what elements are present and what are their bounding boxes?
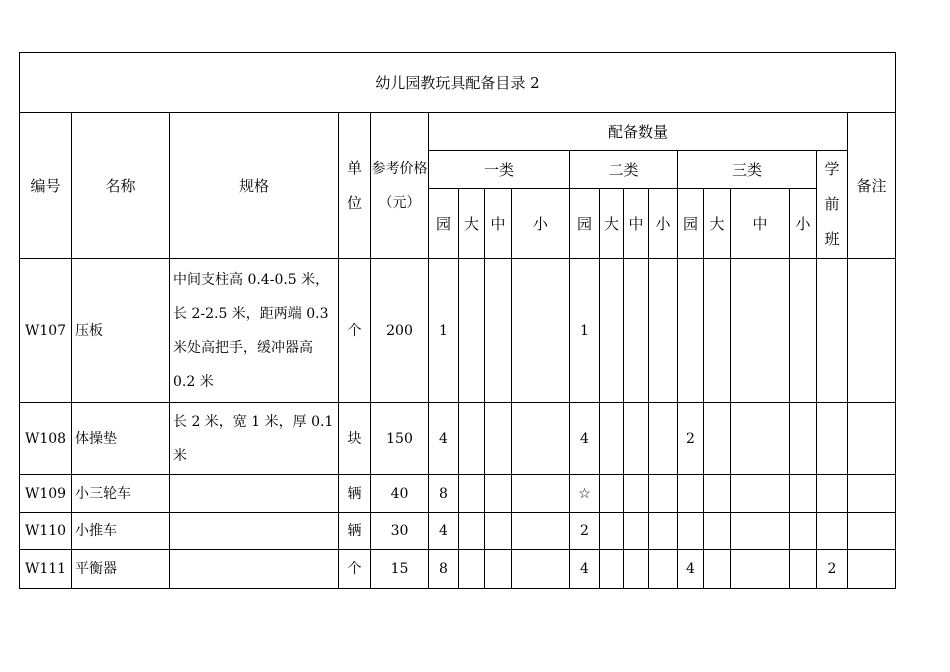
qty-class1-garden: 1 xyxy=(429,259,459,403)
qty-class1-small xyxy=(512,403,570,475)
qty-class1-large xyxy=(459,403,485,475)
qty-class2-middle xyxy=(624,259,649,403)
qty-class2-garden: 2 xyxy=(570,513,600,550)
cell-name: 小推车 xyxy=(72,513,170,550)
qty-class2-small xyxy=(649,513,678,550)
qty-class1-middle xyxy=(485,259,512,403)
qty-class3-small xyxy=(790,550,817,589)
cell-price: 200 xyxy=(371,259,429,403)
qty-class1-small xyxy=(512,475,570,513)
qty-class3-small xyxy=(790,513,817,550)
qty-class1-small xyxy=(512,259,570,403)
qty-class3-small xyxy=(790,475,817,513)
qty-class3-garden xyxy=(678,513,704,550)
cell-remark xyxy=(848,513,896,550)
qty-class2-large xyxy=(600,403,624,475)
qty-class3-middle xyxy=(731,513,790,550)
cell-code: W108 xyxy=(20,403,72,475)
cell-spec: 中间支柱高 0.4-0.5 米，长 2-2.5 米，距两端 0.3 米处高把手，缓冲器高 0.2 米 xyxy=(170,259,339,403)
cell-unit: 辆 xyxy=(339,513,371,550)
header-class1-small: 小 xyxy=(512,189,570,259)
qty-class2-large xyxy=(600,259,624,403)
qty-class3-large xyxy=(704,475,731,513)
qty-class2-large xyxy=(600,550,624,589)
qty-class3-small xyxy=(790,403,817,475)
header-class2-large: 大 xyxy=(600,189,624,259)
qty-preschool xyxy=(817,513,848,550)
qty-class1-middle xyxy=(485,513,512,550)
table-row xyxy=(20,475,896,513)
qty-class3-large xyxy=(704,259,731,403)
qty-class3-large xyxy=(704,513,731,550)
header-class2-small: 小 xyxy=(649,189,678,259)
qty-class3-garden xyxy=(678,475,704,513)
qty-class1-garden: 4 xyxy=(429,513,459,550)
qty-class1-middle xyxy=(485,475,512,513)
table-row xyxy=(20,259,896,403)
qty-class1-large xyxy=(459,259,485,403)
qty-class2-small xyxy=(649,475,678,513)
header-class3-garden: 园 xyxy=(678,189,704,259)
header-class2-middle: 中 xyxy=(624,189,649,259)
cell-name: 压板 xyxy=(72,259,170,403)
qty-class3-garden: 4 xyxy=(678,550,704,589)
qty-class1-large xyxy=(459,550,485,589)
header-class3: 三类 xyxy=(678,151,817,189)
cell-spec xyxy=(170,475,339,513)
cell-price: 15 xyxy=(371,550,429,589)
qty-class1-large xyxy=(459,513,485,550)
cell-name: 体操垫 xyxy=(72,403,170,475)
cell-unit: 个 xyxy=(339,259,371,403)
cell-remark xyxy=(848,403,896,475)
qty-class1-garden: 8 xyxy=(429,550,459,589)
qty-class1-garden: 4 xyxy=(429,403,459,475)
qty-class2-small xyxy=(649,403,678,475)
cell-spec xyxy=(170,550,339,589)
header-preschool: 学前班 xyxy=(817,151,848,259)
cell-remark xyxy=(848,550,896,589)
qty-class2-middle xyxy=(624,475,649,513)
table-row xyxy=(20,403,896,475)
qty-class3-large xyxy=(704,550,731,589)
qty-preschool xyxy=(817,259,848,403)
header-spec: 规格 xyxy=(170,113,339,259)
header-remark: 备注 xyxy=(848,113,896,259)
qty-class3-middle xyxy=(731,403,790,475)
qty-preschool xyxy=(817,475,848,513)
header-row-1 xyxy=(20,113,896,151)
table-body xyxy=(20,259,896,589)
header-code: 编号 xyxy=(20,113,72,259)
header-class3-large: 大 xyxy=(704,189,731,259)
cell-code: W107 xyxy=(20,259,72,403)
qty-class1-middle xyxy=(485,403,512,475)
qty-class2-garden: 4 xyxy=(570,403,600,475)
header-class1: 一类 xyxy=(429,151,570,189)
cell-spec xyxy=(170,513,339,550)
header-class2-garden: 园 xyxy=(570,189,600,259)
equipment-catalog-table xyxy=(19,52,896,589)
table-header xyxy=(20,53,896,259)
header-class3-middle: 中 xyxy=(731,189,790,259)
qty-class3-middle xyxy=(731,550,790,589)
cell-name: 小三轮车 xyxy=(72,475,170,513)
header-unit: 单位 xyxy=(339,113,371,259)
cell-price: 40 xyxy=(371,475,429,513)
cell-unit: 个 xyxy=(339,550,371,589)
cell-code: W111 xyxy=(20,550,72,589)
cell-price: 150 xyxy=(371,403,429,475)
cell-remark xyxy=(848,259,896,403)
header-class3-small: 小 xyxy=(790,189,817,259)
table-title: 幼儿园教玩具配备目录 2 xyxy=(20,53,896,113)
qty-class1-small xyxy=(512,550,570,589)
header-class1-large: 大 xyxy=(459,189,485,259)
cell-remark xyxy=(848,475,896,513)
qty-class3-middle xyxy=(731,475,790,513)
qty-class1-small xyxy=(512,513,570,550)
qty-class3-large xyxy=(704,403,731,475)
qty-class3-middle xyxy=(731,259,790,403)
cell-price: 30 xyxy=(371,513,429,550)
qty-class3-garden: 2 xyxy=(678,403,704,475)
qty-class2-middle xyxy=(624,513,649,550)
qty-class2-middle xyxy=(624,550,649,589)
qty-class2-middle xyxy=(624,403,649,475)
qty-preschool: 2 xyxy=(817,550,848,589)
header-quantity: 配备数量 xyxy=(429,113,848,151)
qty-class2-garden: 4 xyxy=(570,550,600,589)
header-name: 名称 xyxy=(72,113,170,259)
qty-class1-middle xyxy=(485,550,512,589)
cell-spec: 长 2 米，宽 1 米，厚 0.1 米 xyxy=(170,403,339,475)
qty-class3-small xyxy=(790,259,817,403)
header-price: 参考价格（元） xyxy=(371,113,429,259)
table-row xyxy=(20,513,896,550)
cell-code: W109 xyxy=(20,475,72,513)
qty-class2-large xyxy=(600,475,624,513)
title-row xyxy=(20,53,896,113)
cell-unit: 块 xyxy=(339,403,371,475)
qty-class2-small xyxy=(649,550,678,589)
cell-code: W110 xyxy=(20,513,72,550)
qty-class2-large xyxy=(600,513,624,550)
qty-class3-garden xyxy=(678,259,704,403)
cell-unit: 辆 xyxy=(339,475,371,513)
qty-class2-garden: 1 xyxy=(570,259,600,403)
qty-preschool xyxy=(817,403,848,475)
qty-class1-large xyxy=(459,475,485,513)
header-class1-middle: 中 xyxy=(485,189,512,259)
header-class1-garden: 园 xyxy=(429,189,459,259)
qty-class2-small xyxy=(649,259,678,403)
header-class2: 二类 xyxy=(570,151,678,189)
qty-class1-garden: 8 xyxy=(429,475,459,513)
table-row xyxy=(20,550,896,589)
cell-name: 平衡器 xyxy=(72,550,170,589)
qty-class2-garden: ☆ xyxy=(570,475,600,513)
